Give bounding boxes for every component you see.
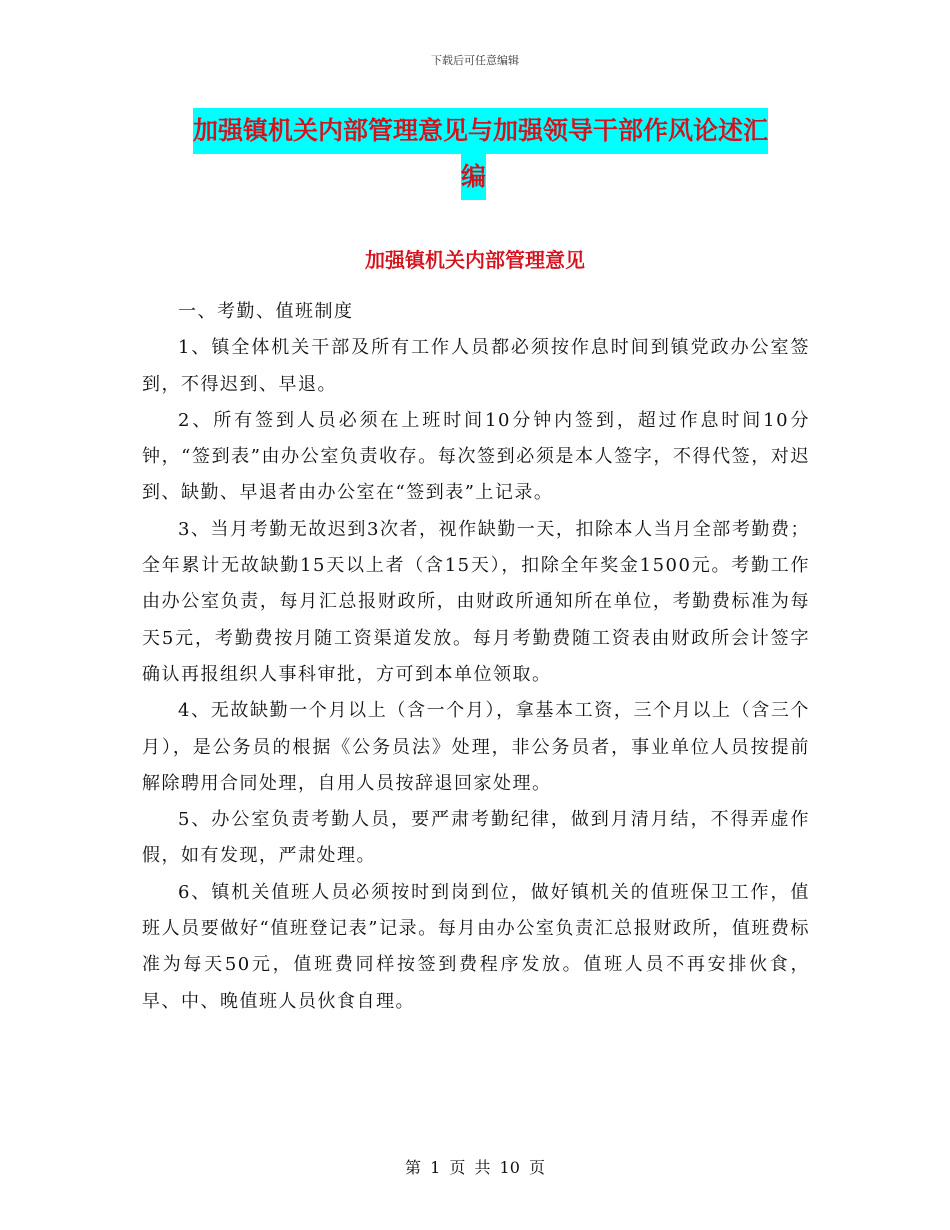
document-title-line1: 加强镇机关内部管理意见与加强领导干部作风论述汇 bbox=[193, 108, 768, 154]
section-title: 加强镇机关内部管理意见 bbox=[365, 248, 585, 272]
page-header-note: 下载后可任意编辑 bbox=[431, 54, 519, 67]
paragraph-heading: 一、考勤、值班制度 bbox=[178, 301, 354, 322]
document-title bbox=[193, 108, 805, 200]
page-footer: 第 1 页 共 10 页 bbox=[405, 1158, 545, 1177]
paragraph: 3、当月考勤无故迟到3次者，视作缺勤一天，扣除本人当月全部考勤费；全年累计无故缺勤15天以上者（含15天），扣除全年奖金1500元。考勤工作由办公室负责，每月汇总报财政所，由财政所通知所在单位，考勤费标准为每天5元，考勤费按月随工资渠道发放。每月考勤费随工资表由财政所会计签字确认再报组织人事科审批，方可到本单位领取。 bbox=[142, 518, 810, 685]
document-title-line2: 编 bbox=[461, 154, 486, 200]
paragraph: 6、镇机关值班人员必须按时到岗到位，做好镇机关的值班保卫工作，值班人员要做好“值班登记表”记录。每月由办公室负责汇总报财政所，值班费标准为每天50元，值班费同样按签到费程序发放。值班人员不再安排伙食，早、中、晚值班人员伙食自理。 bbox=[142, 881, 810, 1012]
paragraph: 5、办公室负责考勤人员，要严肃考勤纪律，做到月清月结，不得弄虚作假，如有发现，严肃处理。 bbox=[142, 809, 810, 867]
document-body bbox=[142, 294, 810, 1020]
paragraph: 1、镇全体机关干部及所有工作人员都必须按作息时间到镇党政办公室签到，不得迟到、早退。 bbox=[142, 337, 810, 395]
paragraph: 2、所有签到人员必须在上班时间10分钟内签到，超过作息时间10分钟，“签到表”由办公室负责收存。每次签到必须是本人签字，不得代签，对迟到、缺勤、早退者由办公室在“签到表”上记录。 bbox=[142, 409, 810, 504]
paragraph: 4、无故缺勤一个月以上（含一个月），拿基本工资，三个月以上（含三个月），是公务员的根据《公务员法》处理，非公务员者，事业单位人员按提前解除聘用合同处理，自用人员按辞退回家处理。 bbox=[142, 700, 810, 794]
